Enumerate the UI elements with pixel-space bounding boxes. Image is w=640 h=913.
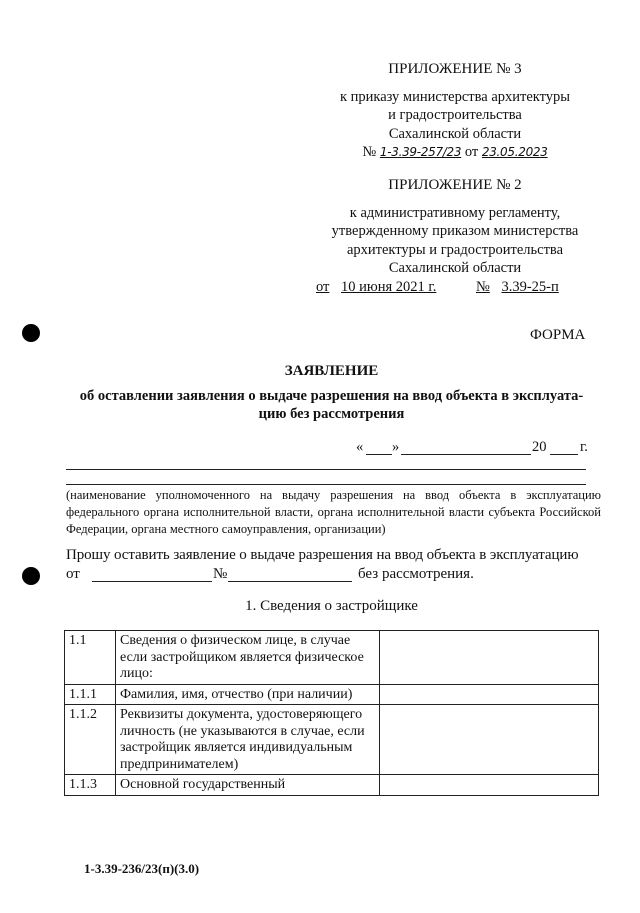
appendix-2-line-2: утвержденному приказом министерства (331, 223, 579, 239)
table-row (65, 684, 599, 705)
statement-title: ЗАЯВЛЕНИЕ (284, 363, 379, 379)
date-month-blank[interactable] (401, 454, 531, 455)
request-from-label: от (66, 566, 80, 582)
appendix-3-title: ПРИЛОЖЕНИЕ № 3 (388, 61, 522, 77)
row-value-field[interactable] (380, 705, 599, 775)
table-row (65, 705, 599, 775)
row-label: Сведения о физическом лице, в случае если застройщиком является физическое лицо: (116, 631, 380, 685)
appendix-2-date-value: 10 июня 2021 г. (341, 278, 437, 295)
row-number: 1.1.2 (65, 705, 116, 775)
date-line (356, 439, 601, 459)
row-label: Основной государственный (116, 775, 380, 796)
appendix-3-block (300, 60, 610, 162)
appendix-2-line-1: к административному регламенту, (349, 204, 561, 221)
developer-info-table (64, 630, 599, 796)
appendix-3-line-2: и градостроительства (388, 107, 522, 123)
section-title: 1. Сведения о застройщике (245, 598, 418, 614)
appendix-2-block (300, 176, 610, 296)
appendix-2-line-3: архитектуры и градостроительства (346, 241, 564, 258)
appendix-3-line-3: Сахалинской области (388, 125, 522, 142)
table-row (65, 775, 599, 796)
row-number: 1.1 (65, 631, 116, 685)
addressee-blank-line-1[interactable] (66, 469, 586, 470)
date-year-blank[interactable] (550, 454, 578, 455)
appendix-2-date-label: от (316, 278, 330, 295)
request-tail: без рассмотрения. (358, 566, 474, 582)
date-year-prefix: 20 (532, 439, 547, 455)
appendix-2-no-label: № (476, 278, 490, 295)
statement-subtitle-line-1: об оставлении заявления о выдаче разрешения на ввод объекта в эксплуата- (79, 388, 584, 404)
request-date-blank[interactable] (92, 581, 212, 582)
appendix-3-line-1: к приказу министерства архитектуры (339, 88, 571, 105)
row-number: 1.1.3 (65, 775, 116, 796)
addressee-note: (наименование уполномоченного на выдачу разрешения на ввод объекта в эксплуатацию федерального органа исполнительной власти, органа исполнительной власти субъекта Российской Федерации, органа местного самоуправления, организации) (66, 488, 601, 536)
request-number-blank[interactable] (228, 581, 352, 582)
statement-subtitle-line-2: цию без рассмотрения (258, 406, 405, 422)
appendix-3-date-label: от (464, 144, 479, 160)
request-line-1: Прошу оставить заявление о выдаче разрешения на ввод объекта в эксплуатацию (66, 547, 579, 563)
row-value-field[interactable] (380, 631, 599, 685)
appendix-3-date-value: 23.05.2023 (481, 145, 548, 159)
request-no-label: № (213, 566, 228, 582)
date-day-blank[interactable] (366, 454, 392, 455)
appendix-3-no-value: 1-3.39-257/23 (379, 145, 462, 159)
appendix-2-no-value: 3.39-25-п (501, 278, 559, 295)
table-row (65, 631, 599, 685)
request-line-2 (66, 566, 606, 586)
row-value-field[interactable] (380, 775, 599, 796)
appendix-3-no-label: № (362, 144, 377, 160)
addressee-blank-line-2[interactable] (66, 484, 586, 485)
row-number: 1.1.1 (65, 684, 116, 705)
punch-hole-bottom (22, 567, 40, 585)
document-code: 1-3.39-236/23(п)(3.0) (84, 861, 200, 876)
appendix-2-date-line (300, 278, 610, 297)
appendix-3-number-line (300, 143, 610, 162)
form-label: ФОРМА (530, 327, 586, 343)
appendix-2-title: ПРИЛОЖЕНИЕ № 2 (388, 177, 522, 193)
date-close-quote: » (392, 439, 400, 455)
row-value-field[interactable] (380, 684, 599, 705)
punch-hole-top (22, 324, 40, 342)
date-year-suffix: г. (580, 439, 588, 455)
date-open-quote: « (356, 439, 364, 455)
row-label: Реквизиты документа, удостоверяющего личность (не указываются в случае, если застройщик является индивидуальным предпринимателем) (116, 705, 380, 775)
appendix-2-line-4: Сахалинской области (388, 260, 522, 276)
row-label: Фамилия, имя, отчество (при наличии) (116, 684, 380, 705)
